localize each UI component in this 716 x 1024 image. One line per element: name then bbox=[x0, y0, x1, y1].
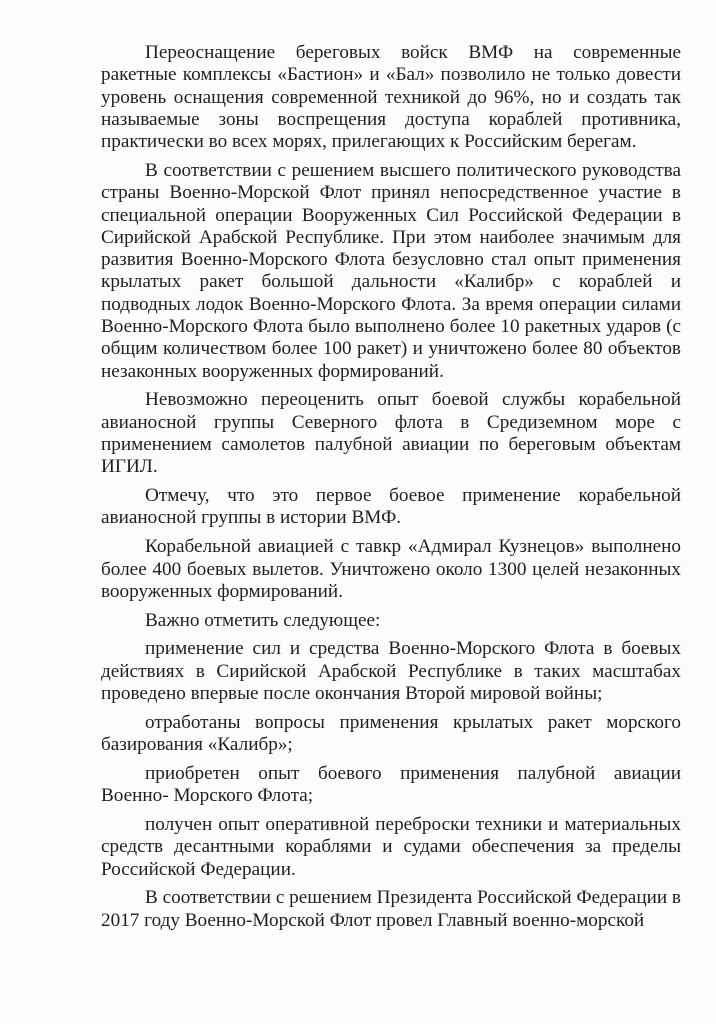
paragraph-carrier-group: Невозможно переоценить опыт боевой службы корабельной авианосной группы Северного флота в Средиземном море с применением самолетов палубной авиации по береговым объектам ИГИЛ. bbox=[101, 389, 681, 478]
paragraph-important-note: Важно отметить следующее: bbox=[145, 609, 381, 631]
list-item-deck-aviation: приобретен опыт боевого применения палубной авиации Военно- Морского Флота; bbox=[101, 762, 681, 807]
list-item-first-use: применение сил и средства Военно-Морского Флота в боевых действиях в Сирийской Арабской Республике в таких масштабах проведено впервые после окончания Второй мировой войны; bbox=[101, 638, 681, 705]
paragraph-sorties: Корабельной авиацией с тавкр «Адмирал Кузнецов» выполнено более 400 боевых вылетов. Уничтожено около 1300 целей незаконных вооруженных формирований. bbox=[101, 536, 681, 602]
paragraph-syria-operation: В соответствии с решением высшего политического руководства страны Военно-Морской Флот принял непосредственное участие в специальной операции Вооруженных Сил Российской Федерации в Сирийской Арабской Республике. При этом наиболее значимым для развития Военно-Морского Флота безусловно стал опыт применения крылатых ракет большой дальности «Калибр» с кораблей и подводных лодок Военно-Морского Флота. За время операции силами Военно-Морского Флота было выполнено более 10 ракетных ударов (с общим количеством более 100 ракет) и уничтожено более 80 объектов незаконных вооруженных формирований. bbox=[101, 159, 681, 382]
document-body bbox=[101, 42, 681, 938]
paragraph-coastal-troops: Переоснащение береговых войск ВМФ на современные ракетные комплексы «Бастион» и «Бал» позволило не только довести уровень оснащения современной техникой до 96%, но и создать так называемые зоны воспрещения доступа кораблей противника, практически во всех морях, прилегающих к Российским берегам. bbox=[101, 42, 681, 153]
paragraph-first-combat-use: Отмечу, что это первое боевое применение корабельной авианосной группы в истории ВМФ. bbox=[101, 485, 681, 529]
list-item-transfer: получен опыт оперативной переброски техники и материальных средств десантными кораблями и судами обеспечения за пределы Российской Федерации. bbox=[101, 814, 681, 880]
list-item-kalibr: отработаны вопросы применения крылатых ракет морского базирования «Калибр»; bbox=[101, 711, 681, 756]
paragraph-president-decision: В соответствии с решением Президента Российской Федерации в 2017 году Военно-Морской Флот провел Главный военно-морской bbox=[101, 887, 681, 931]
